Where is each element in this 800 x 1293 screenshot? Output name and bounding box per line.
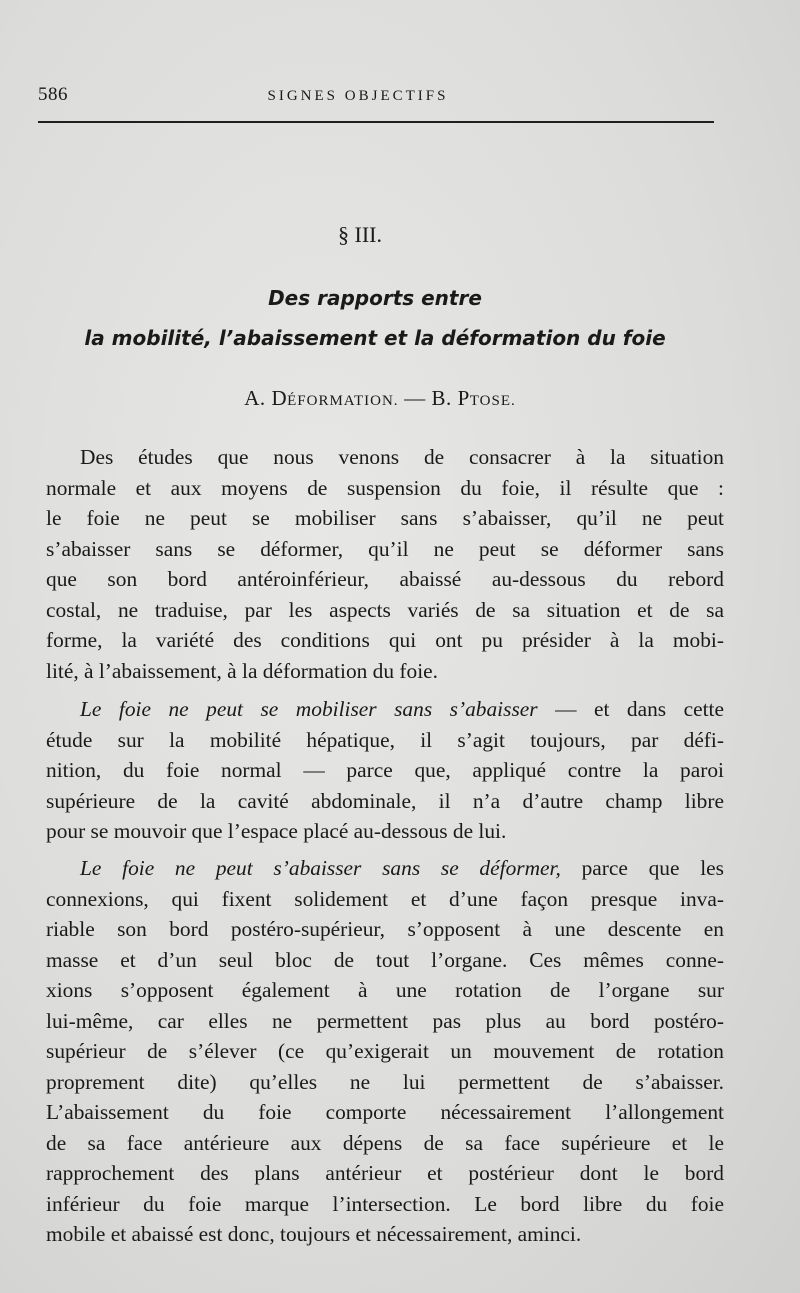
section-heading-line-1: Des rapports entre [268, 286, 482, 310]
text-line: xions s’opposent également à une rotation de l’organe sur [46, 978, 724, 1002]
subsection-titles [0, 386, 760, 411]
text-line: rapprochement des plans antérieur et postérieur dont le bord [46, 1161, 724, 1185]
text-line: de sa face antérieure aux dépens de sa face supérieure et le [46, 1130, 724, 1155]
text-line: lité, à l’abaissement, à la déformation du foie. [46, 658, 439, 683]
paragraph-3 [46, 853, 724, 1250]
page-number: 586 [38, 84, 68, 105]
text-line: étude sur la mobilité hépatique, il s’agit toujours, par défi- [46, 727, 724, 752]
text-line: supérieur de s’élever (ce qu’exigerait un mouvement de rotation [46, 1039, 724, 1063]
text-line: inférieur du foie marque l’intersection. Le bord libre du foie [46, 1191, 724, 1216]
text-line: L’abaissement du foie comporte nécessairement l’allongement [46, 1100, 724, 1124]
italic-lead: Le foie ne peut se mobiliser sans s’abaisser [80, 697, 538, 721]
text-line: que son bord antéroinférieur, abaissé au-dessous du rebord [46, 567, 724, 591]
paragraph-1 [46, 442, 724, 686]
text-line: costal, ne traduise, par les aspects variés de sa situation et de sa [46, 597, 724, 622]
text-line: le foie ne peut se mobiliser sans s’abaisser, qu’il ne peut [46, 506, 724, 530]
text-line: supérieure de la cavité abdominale, il n’a d’autre champ libre [46, 788, 724, 813]
text-line: riable son bord postéro-supérieur, s’opposent à une descente en [46, 917, 724, 941]
paragraph-2 [46, 694, 724, 847]
section-number: § III. [338, 222, 382, 247]
subsection-b-label: B. [431, 386, 452, 410]
text-line: Le foie ne peut s’abaisser sans se déformer, parce que les [80, 856, 724, 880]
text-line: s’abaisser sans se déformer, qu’il ne peut se déformer sans [46, 536, 724, 561]
text-line: Des études que nous venons de consacrer à la situation [80, 445, 724, 469]
text-line: nition, du foie normal — parce que, appliqué contre la paroi [46, 758, 724, 782]
subsection-separator: — [404, 386, 426, 410]
section-heading-line-2: la mobilité, l’abaissement et la déformation du foie [84, 326, 666, 350]
text-line: Le foie ne peut se mobiliser sans s’abaisser — et dans cette [80, 697, 724, 721]
running-header [38, 84, 714, 114]
text-line: proprement dite) qu’elles ne lui permettent de s’abaisser. [46, 1069, 724, 1094]
text-line: mobile et abaissé est donc, toujours et nécessairement, aminci. [46, 1222, 582, 1246]
text-line: pour se mouvoir que l’espace placé au-dessous de lui. [46, 819, 507, 843]
italic-lead: Le foie ne peut s’abaisser sans se déformer, [80, 856, 561, 880]
subsection-b-title: PTOSE. [457, 386, 516, 410]
subsection-a-label: A. [244, 386, 266, 410]
subsection-a-title: DÉFORMATION. [271, 386, 399, 410]
text-line: lui-même, car elles ne permettent pas plus au bord postéro- [46, 1008, 724, 1033]
text-line: masse et d’un seul bloc de tout l’organe. Ces mêmes conne- [46, 947, 724, 972]
text-line: connexions, qui fixent solidement et d’une façon presque inva- [46, 886, 724, 911]
text-line: normale et aux moyens de suspension du foie, il résulte que : [46, 475, 724, 500]
running-title: SIGNES OBJECTIFS [267, 88, 449, 104]
text-line: forme, la variété des conditions qui ont pu présider à la mobi- [46, 628, 724, 652]
header-rule [38, 121, 714, 123]
